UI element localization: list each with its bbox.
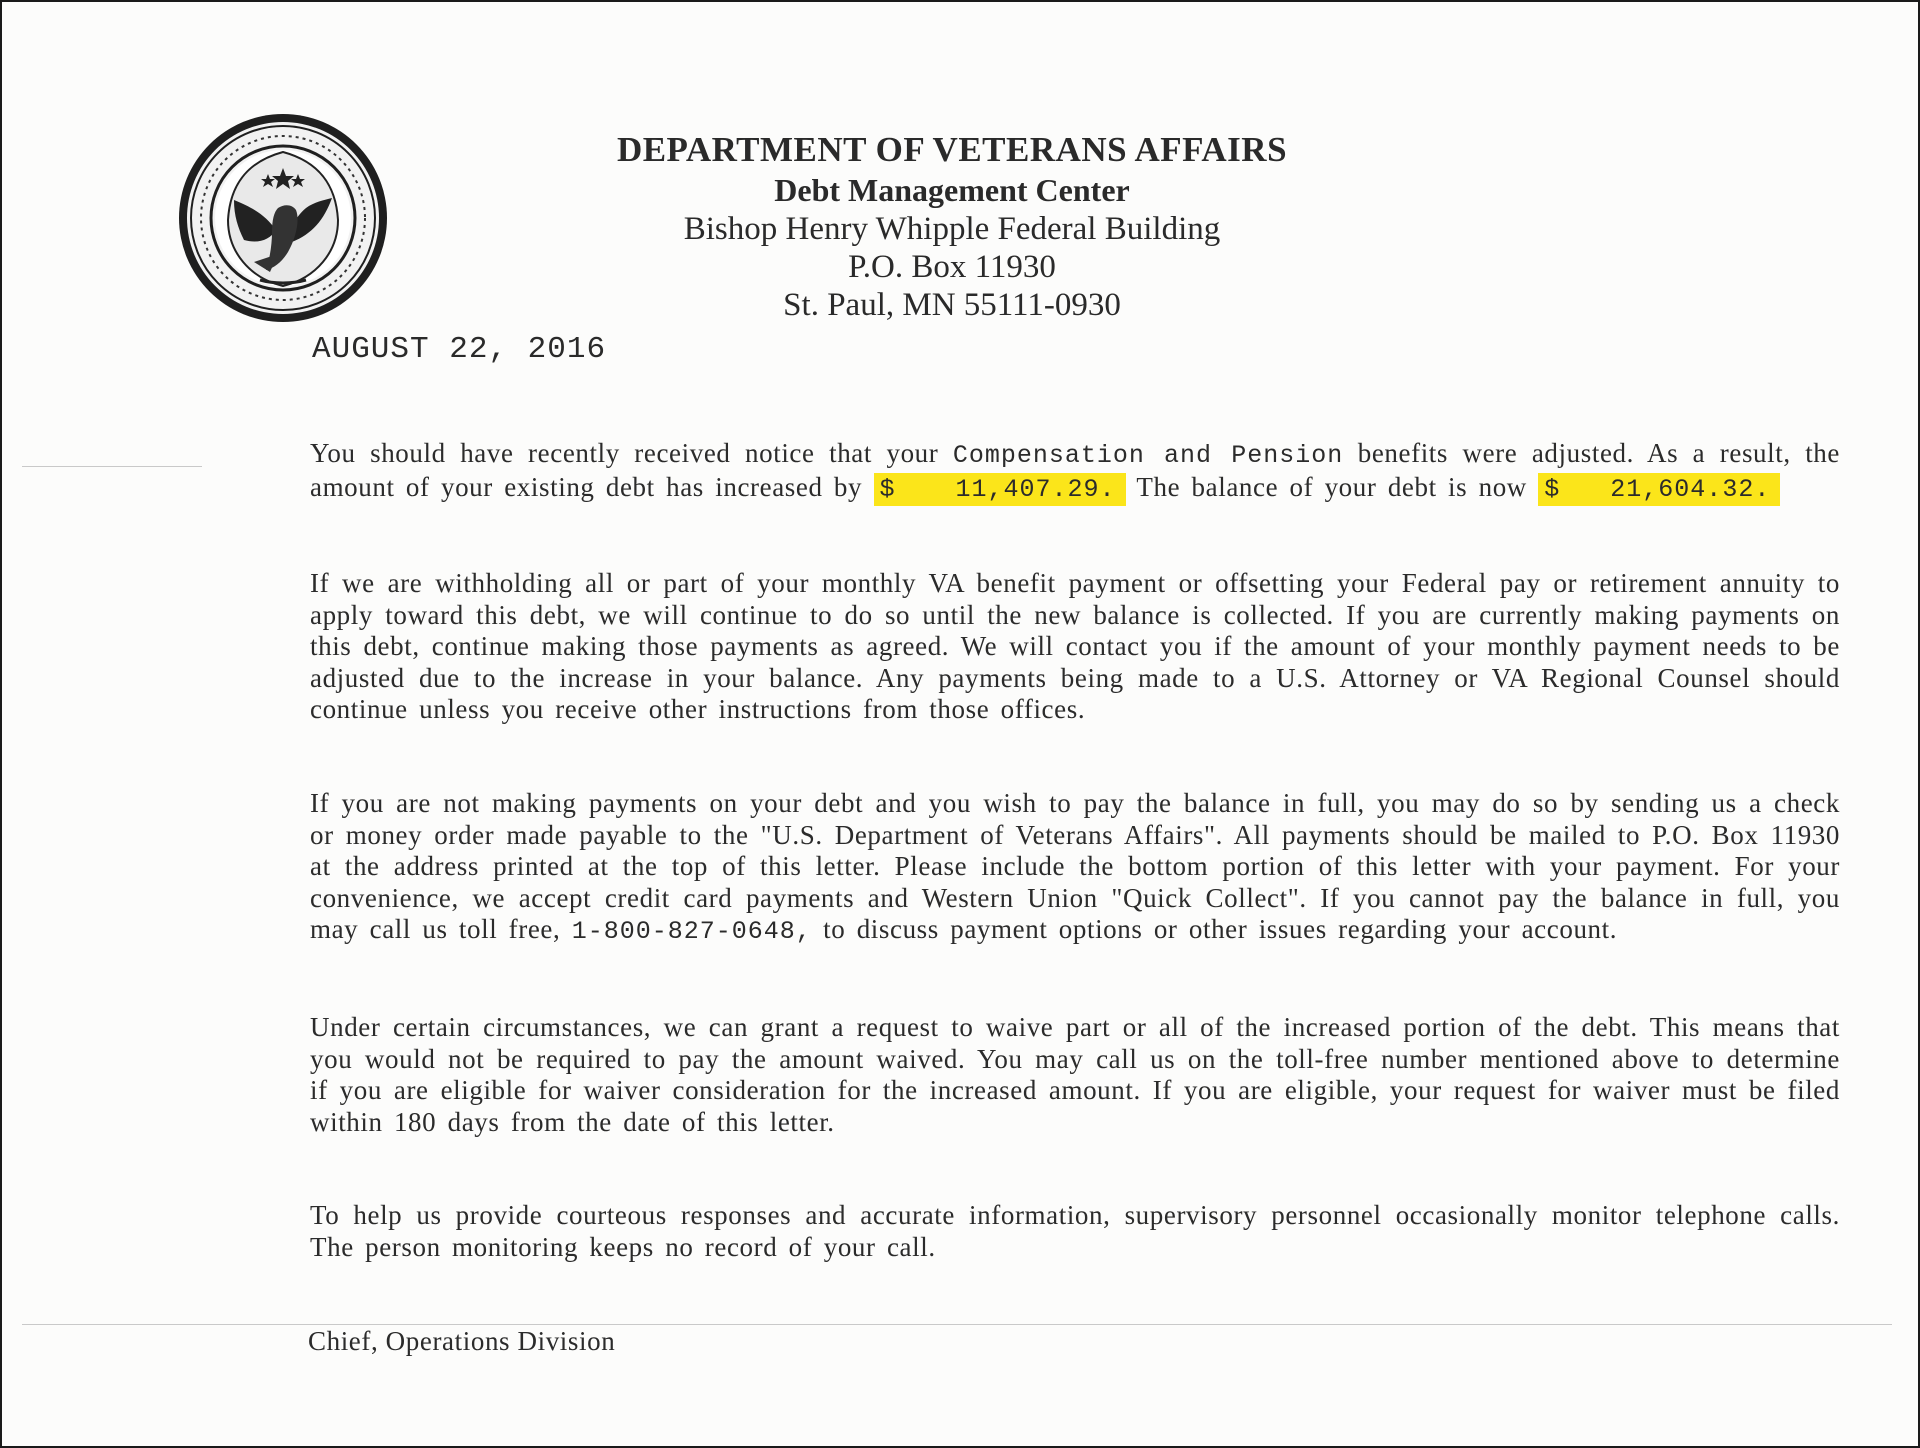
po-box: P.O. Box 11930	[848, 249, 1056, 285]
letterhead	[562, 130, 1342, 324]
city-state-zip: St. Paul, MN 55111-0930	[783, 287, 1121, 323]
balance-amount: 21,604.32.	[1610, 474, 1771, 504]
department-name: DEPARTMENT OF VETERANS AFFAIRS	[616, 130, 1288, 169]
adjustment-text-1: You should have recently received notice that your	[310, 438, 939, 468]
adjustment-text-2: benefits were adjusted. As a result, the amount of your existing debt has increased by	[310, 438, 1840, 502]
balance-currency: $	[1544, 474, 1561, 504]
paragraph-waiver: Under certain circumstances, we can grant a request to waive part or all of the increased portion of the debt. This means that you would not be required to pay the amount waived. You may call us on the toll-free number mentioned above to determine if you are eligible for waiver consideration for the increased amount. If you are eligible, your request for waiver must be filed within 180 days from the date of this letter.	[310, 1012, 1840, 1137]
building-name: Bishop Henry Whipple Federal Building	[683, 211, 1221, 247]
payment-text-1: If you are not making payments on your debt and you wish to pay the balance in full, you may do so by sending us a check or money order made payable to the "U.S. Department of Veterans Affairs". All payments should be mailed to P.O. Box 11930 at the address printed at the top of this letter. Please include the bottom portion of this letter with your payment. For your convenience, we accept credit card payments and Western Union "Quick Collect". If you cannot pay the balance in full, you may call us toll free,	[310, 788, 1840, 944]
fold-line-bottom	[22, 1324, 1892, 1325]
paragraph-adjustment	[310, 438, 1840, 505]
increase-amount-highlight	[874, 473, 1126, 506]
payment-text-2: to discuss payment options or other issues regarding your account.	[823, 914, 1618, 944]
adjustment-text-3: The balance of your debt is now	[1136, 471, 1527, 502]
fold-line-top	[22, 466, 202, 467]
center-name: Debt Management Center	[774, 172, 1130, 208]
benefit-type: Compensation and Pension	[952, 441, 1344, 470]
increase-currency: $	[879, 474, 896, 504]
va-seal-icon	[174, 112, 392, 324]
signoff: Chief, Operations Division	[308, 1326, 616, 1356]
increase-amount: 11,407.29.	[955, 474, 1116, 504]
paragraph-payment	[310, 788, 1840, 948]
phone-number: 1-800-827-0648,	[571, 917, 812, 946]
balance-amount-highlight	[1538, 473, 1780, 506]
paragraph-withholding: If we are withholding all or part of your monthly VA benefit payment or offsetting your Federal pay or retirement annuity to apply toward this debt, we will continue to do so until the new balance is collected. If you are currently making payments on this debt, continue making those payments as agreed. We will contact you if the amount of your monthly payment needs to be adjusted due to the increase in your balance. Any payments being made to a U.S. Attorney or VA Regional Counsel should continue unless you receive other instructions from those offices.	[310, 568, 1840, 724]
paragraph-monitoring: To help us provide courteous responses and accurate information, supervisory personnel occasionally monitor telephone calls. The person monitoring keeps no record of your call.	[310, 1200, 1840, 1262]
letter-date: AUGUST 22, 2016	[312, 332, 607, 367]
